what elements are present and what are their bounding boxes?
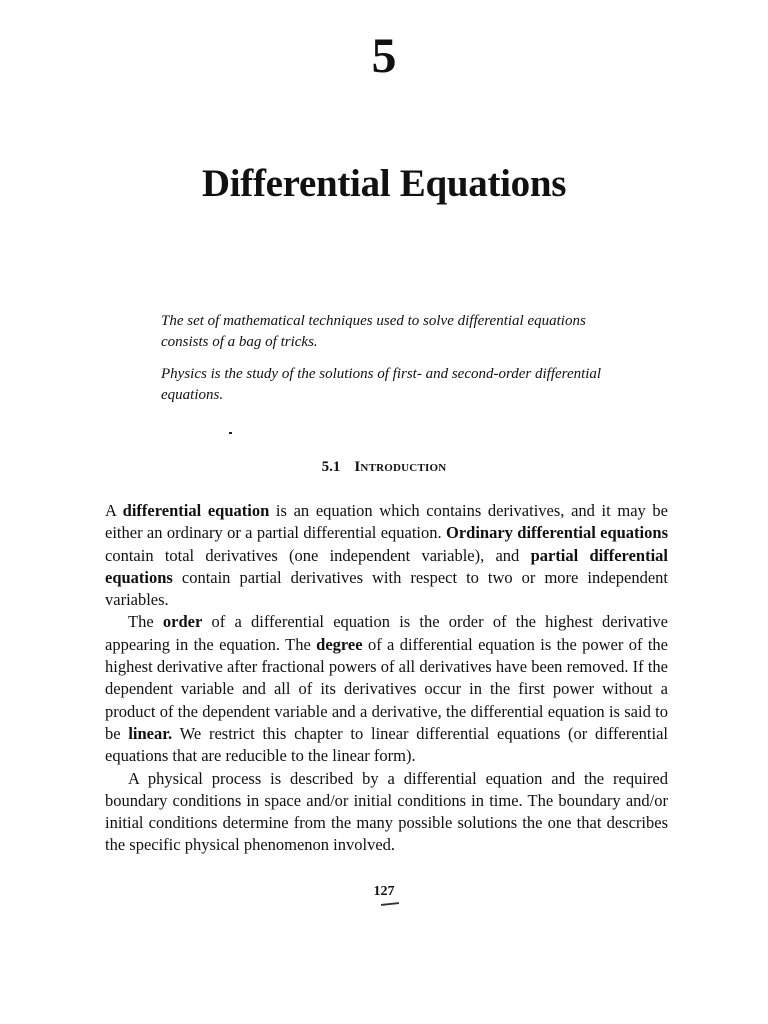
paragraph-text: of a differential equation is the power of the highest derivative after fractional powers of all derivatives have been removed. If the dependent variable and all of its derivatives occur in the first power without a product of the dependent variable and a derivative, the differential equation is said to be xyxy=(105,634,668,743)
page-number: 127 xyxy=(373,884,395,899)
paragraph-1 xyxy=(105,500,668,611)
paragraph-text: contain total derivatives (one independent variable), and xyxy=(105,545,531,565)
chapter-number: 5 xyxy=(371,27,397,83)
epigraph-1: The set of mathematical techniques used to solve differential equations consists of a bag of tricks. xyxy=(161,313,586,350)
term-degree: degree xyxy=(316,634,363,654)
paragraph-text: We restrict this chapter to linear differential equations (or differential equations that are reducible to the linear form). xyxy=(105,723,668,766)
body-text xyxy=(105,500,668,857)
epigraph-2: Physics is the study of the solutions of first- and second-order differential equations. xyxy=(161,366,602,403)
paragraph-3 xyxy=(105,768,668,857)
page-number-mark xyxy=(381,902,399,906)
term-order: order xyxy=(162,612,203,632)
chapter-title: Differential Equations xyxy=(201,162,567,205)
paragraph-text: A physical process is described by a differential equation and the required boundary conditions in space and/or initial conditions in time. The boundary and/or initial conditions determine from the many possible solutions the one that describes the specific physical phenomenon involved. xyxy=(105,768,668,855)
section-number: 5.1 xyxy=(321,459,341,475)
paragraph-text: is an equation which contains derivatives, and it may be either an ordinary or a partial differential equation. xyxy=(105,501,668,543)
paragraph-2 xyxy=(105,611,668,767)
paragraph-text: The xyxy=(128,612,163,632)
section-title: Introduction xyxy=(354,459,447,475)
term-differential-equation: differential equation xyxy=(122,501,270,520)
paragraph-text: of a differential equation is the order of the highest derivative appearing in the equation. The xyxy=(105,612,669,654)
section-heading xyxy=(0,457,768,477)
term-partial-differential-equations: partial differential equations xyxy=(105,545,668,587)
stray-ink-mark xyxy=(229,432,232,434)
paragraph-text: contain partial derivatives with respect to two or more independent variables. xyxy=(105,567,668,610)
epigraphs xyxy=(161,311,623,417)
paragraph-text: A xyxy=(105,501,123,520)
term-linear: linear. xyxy=(128,723,173,743)
term-ordinary-differential-equations: Ordinary differential equations xyxy=(446,523,668,543)
